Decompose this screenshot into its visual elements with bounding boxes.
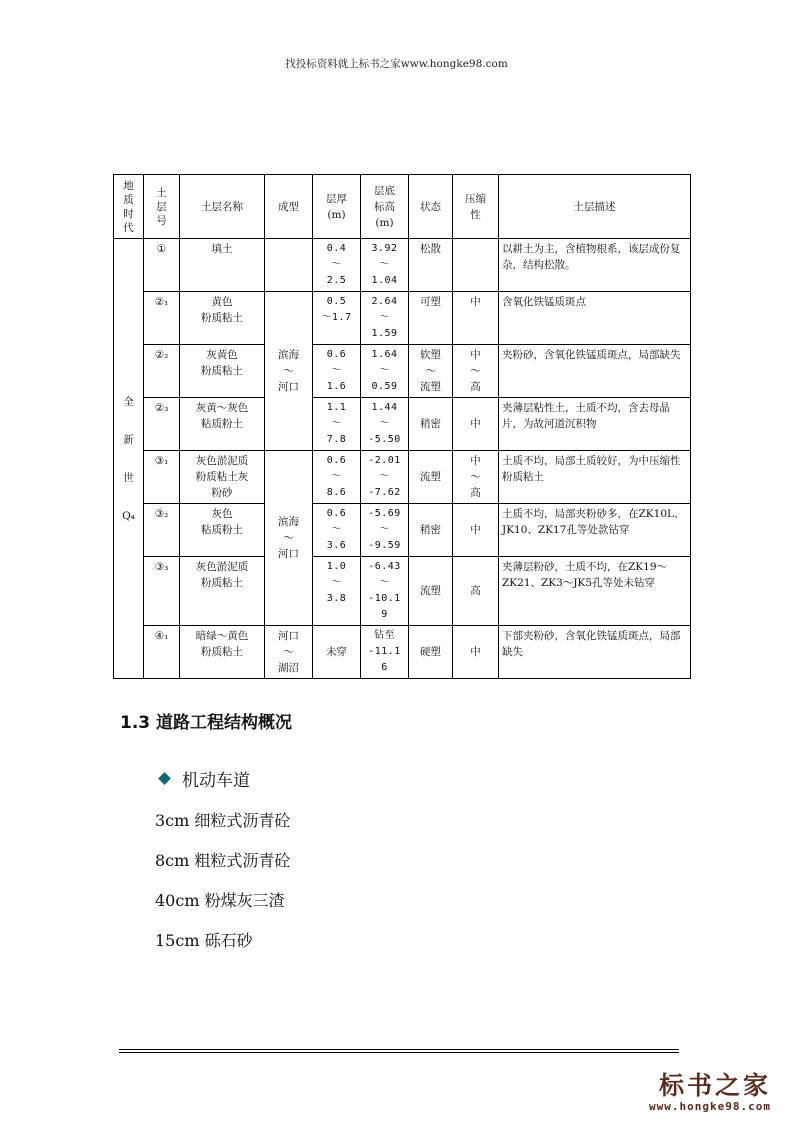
table-row (114, 345, 691, 398)
header-bottom: 层底 标高 (m) (361, 175, 409, 239)
table-row (114, 398, 691, 451)
thickness-cell: 0.6 ～ 1.6 (313, 345, 361, 398)
header-desc: 土层描述 (499, 175, 691, 239)
brand-url: www.hongke98.com (649, 1100, 771, 1113)
table-row (114, 239, 691, 292)
brand-logo: 标书之家 (658, 1071, 771, 1100)
layer-id: ③₁ (144, 451, 180, 504)
layer-line: 40cm 粉煤灰三渣 (155, 891, 285, 910)
table-row (114, 626, 691, 679)
description-cell: 以耕土为主，含植物根系，该层成份复杂，结构松散。 (499, 239, 691, 292)
bottom-elevation-cell: -5.69 ～ -9.59 (361, 504, 409, 557)
state-cell: 硬塑 (409, 626, 453, 679)
layer-id: ① (144, 239, 180, 292)
bottom-elevation-cell: 1.64 ～ 0.59 (361, 345, 409, 398)
description-cell: 土质不均，局部夹粉砂多，在ZK10L、JK10、ZK17孔等处款钻穿 (499, 504, 691, 557)
layer-id: ②₁ (144, 292, 180, 345)
state-cell: 稍密 (409, 398, 453, 451)
layer-id: ③₃ (144, 557, 180, 626)
layer-name: 暗绿～黄色 粉质粘土 (180, 626, 265, 679)
soil-layer-table (113, 174, 691, 679)
thickness-cell: 0.4 ～ 2.5 (313, 239, 361, 292)
table-row (114, 504, 691, 557)
state-cell: 松散 (409, 239, 453, 292)
description-cell: 夹薄层粉砂，土质不均，在ZK19～ZK21、ZK3～JK5孔等处未钻穿 (499, 557, 691, 626)
bottom-elevation-cell: 2.64 ～ 1.59 (361, 292, 409, 345)
diamond-bullet-icon (158, 772, 171, 785)
layer-name: 黄色 粉质粘土 (180, 292, 265, 345)
bottom-elevation-cell: 1.44 ～ -5.50 (361, 398, 409, 451)
layer-name: 填土 (180, 239, 265, 292)
genesis-cell (265, 239, 313, 292)
section-heading: 1.3 道路工程结构概况 (120, 713, 293, 733)
compressibility-cell: 高 (453, 557, 499, 626)
compressibility-cell: 中 ～ 高 (453, 451, 499, 504)
bullet-label: 机动车道 (182, 771, 250, 791)
layer-name: 灰色淤泥质 粉质粘土灰 粉砂 (180, 451, 265, 504)
genesis-cell: 滨海 ～ 河口 (265, 292, 313, 451)
description-cell: 下部夹粉砂，含氧化铁锰质斑点，局部缺失 (499, 626, 691, 679)
bottom-elevation-cell: 3.92 ～ 1.04 (361, 239, 409, 292)
state-cell: 软塑 ～ 流塑 (409, 345, 453, 398)
thickness-cell: 未穿 (313, 626, 361, 679)
table-header-row (114, 175, 691, 239)
genesis-cell: 河口 ～ 湖沼 (265, 626, 313, 679)
bottom-elevation-cell: -2.01 ～ -7.62 (361, 451, 409, 504)
thickness-cell: 0.5 ～1.7 (313, 292, 361, 345)
thickness-cell: 1.0 ～ 3.8 (313, 557, 361, 626)
layer-id: ②₃ (144, 398, 180, 451)
table-row (114, 557, 691, 626)
header-era: 地 质 时 代 (114, 175, 144, 239)
description-cell: 夹薄层粘性土，土质不均，含去母晶片，为故河道沉积物 (499, 398, 691, 451)
bottom-elevation-cell: -6.43 ～ -10.1 9 (361, 557, 409, 626)
compressibility-cell: 中 ～ 高 (453, 345, 499, 398)
layer-line: 8cm 粗粒式沥青砼 (155, 851, 291, 870)
state-cell: 可塑 (409, 292, 453, 345)
compressibility-cell: 中 (453, 504, 499, 557)
header-compress: 压缩 性 (453, 175, 499, 239)
era-cell: 全 新 世 Q₄ (114, 239, 144, 679)
header-thickness: 层厚 (m) (313, 175, 361, 239)
page-header: 找投标资料就上标书之家www.hongke98.com (285, 58, 508, 70)
layer-name: 灰色 粘质粉土 (180, 504, 265, 557)
header-genesis: 成型 (265, 175, 313, 239)
description-cell: 含氧化铁锰质斑点 (499, 292, 691, 345)
thickness-cell: 1.1 ～ 7.8 (313, 398, 361, 451)
header-layer: 土 层 号 (144, 175, 180, 239)
thickness-cell: 0.6 ～ 8.6 (313, 451, 361, 504)
state-cell: 稍密 (409, 504, 453, 557)
table-row (114, 292, 691, 345)
compressibility-cell (453, 239, 499, 292)
layer-name: 灰黄～灰色 粘质粉土 (180, 398, 265, 451)
header-name: 土层名称 (180, 175, 265, 239)
description-cell: 夹粉砂，含氧化铁锰质斑点，局部缺失 (499, 345, 691, 398)
table-row (114, 451, 691, 504)
layer-line: 15cm 砾石砂 (155, 931, 253, 950)
description-cell: 土质不均，局部土质较好，为中压缩性粉质粘土 (499, 451, 691, 504)
genesis-cell: 滨海 ～ 河口 (265, 451, 313, 626)
layer-id: ③₂ (144, 504, 180, 557)
layer-name: 灰色淤泥质 粉质粘土 (180, 557, 265, 626)
thickness-cell: 0.6 ～ 3.6 (313, 504, 361, 557)
bullet-item (160, 766, 250, 791)
layer-id: ④₁ (144, 626, 180, 679)
compressibility-cell: 中 (453, 626, 499, 679)
layer-name: 灰黄色 粉质粘土 (180, 345, 265, 398)
state-cell: 流塑 (409, 557, 453, 626)
compressibility-cell: 中 (453, 292, 499, 345)
footer-divider (119, 1049, 679, 1053)
bottom-elevation-cell: 钻至 -11.1 6 (361, 626, 409, 679)
layer-id: ②₂ (144, 345, 180, 398)
header-state: 状态 (409, 175, 453, 239)
layer-line: 3cm 细粒式沥青砼 (155, 811, 291, 830)
state-cell: 流塑 (409, 451, 453, 504)
compressibility-cell: 中 (453, 398, 499, 451)
